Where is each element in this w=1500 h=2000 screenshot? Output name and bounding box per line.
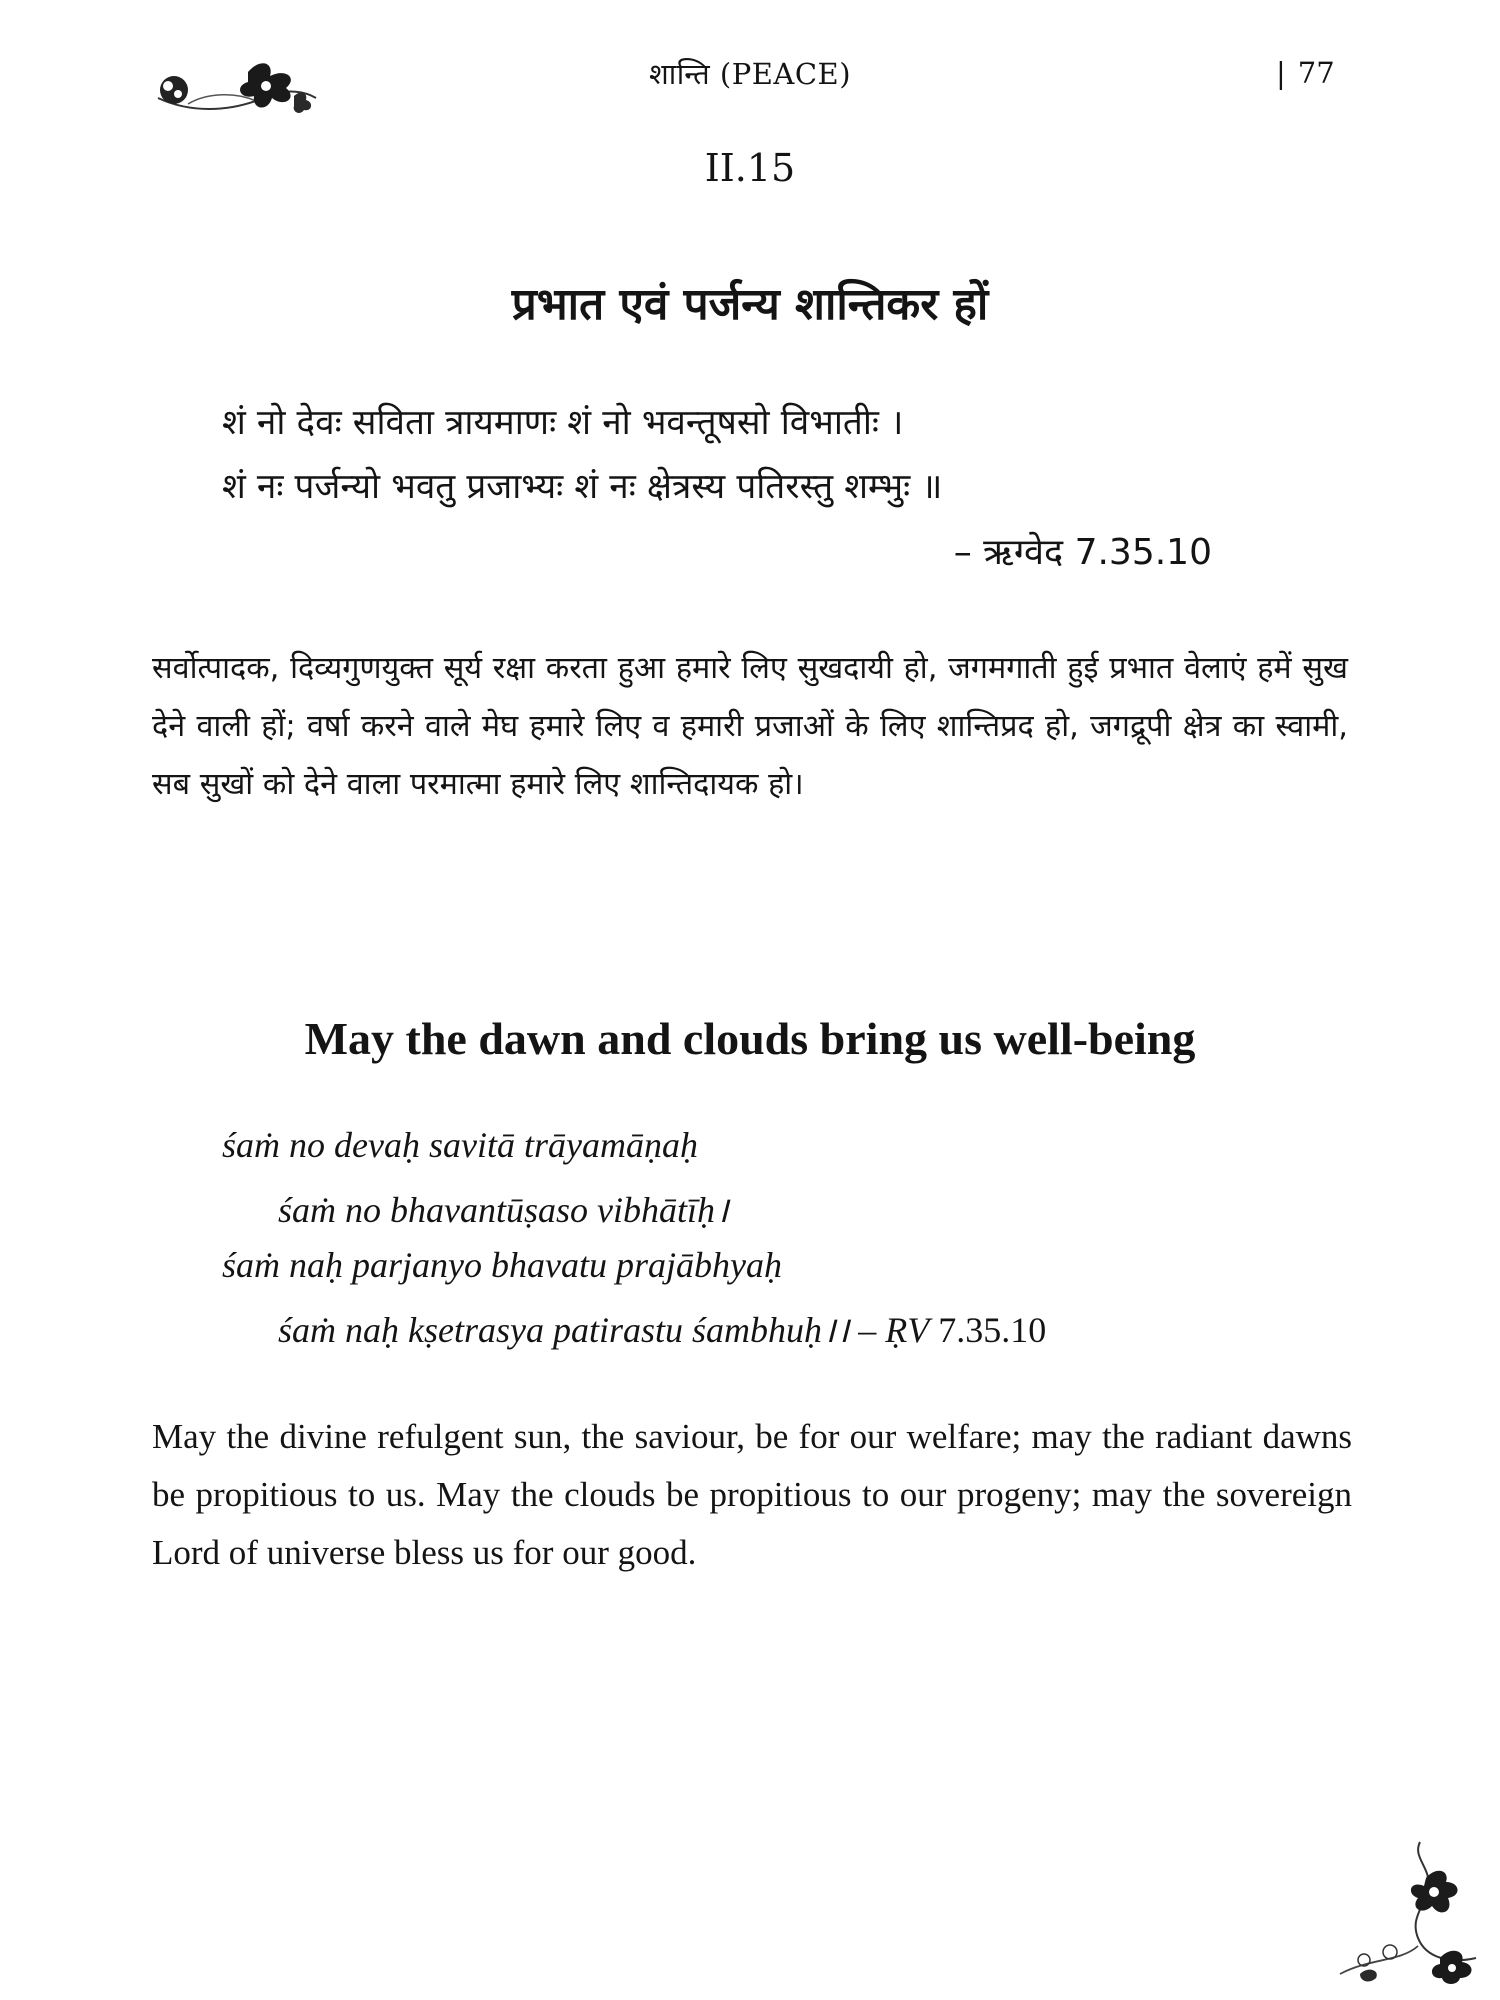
english-translation: May the divine refulgent sun, the saviour, be for our welfare; may the radiant dawns be propitious to us. May the clouds be propitious to our progeny; may the sovereign Lord of universe bless us for our good. [152, 1417, 1352, 1572]
hindi-translation: सर्वोत्पादक, दिव्यगुणयुक्त सूर्य रक्षा करता हुआ हमारे लिए सुखदायी हो, जगमगाती हुई प्रभात वेलाएं हमें सुख देने वाली हों; वर्षा करने वाले मेघ हमारे लिए व हमारी प्रजाओं के लिए शान्तिप्रद हो, जगद्रूपी क्षेत्र का स्वामी, सब सुखों को देने वाला परमात्मा हमारे लिए शान्तिदायक हो। [152, 651, 1348, 802]
hindi-title: प्रभात एवं पर्जन्य शान्तिकर हों [511, 279, 989, 330]
transliteration-line-4-text: śaṁ naḥ kṣetrasya patirastu śambhuḥ।। [278, 1310, 850, 1350]
verse-reference [849, 1310, 1046, 1350]
floral-ornament-bottom-right [1300, 1838, 1486, 1986]
separator: | [1276, 56, 1286, 90]
transliteration-line-1: śaṁ no devaḥ savitā trāyamāṇaḥ [222, 1125, 698, 1165]
running-head: शान्ति (PEACE) [648, 57, 852, 91]
transliteration-line-3: śaṁ naḥ parjanyo bhavatu prajābhyaḥ [222, 1245, 782, 1285]
sanskrit-verse-line-1: शं नो देवः सविता त्रायमाणः शं नो भवन्तूषसो विभातीः । [222, 403, 904, 443]
reference-dash: – [849, 1310, 886, 1350]
english-title: May the dawn and clouds bring us well-being [304, 1013, 1196, 1064]
reference-number: 7.35.10 [929, 1310, 1047, 1350]
sanskrit-verse-line-2: शं नः पर्जन्यो भवतु प्रजाभ्यः शं नः क्षेत्रस्य पतिरस्तु शम्भुः ॥ [222, 467, 943, 507]
page-number-block [1276, 56, 1335, 90]
transliteration-line-2: śaṁ no bhavantūṣaso vibhātīḥ। [278, 1190, 729, 1230]
transliteration-line-4 [278, 1304, 1046, 1353]
section-number: II.15 [704, 146, 796, 190]
reference-abbr: ṚV [885, 1310, 930, 1350]
sanskrit-verse-source: – ऋग्वेद 7.35.10 [953, 532, 1212, 573]
page-number: 77 [1297, 56, 1335, 90]
